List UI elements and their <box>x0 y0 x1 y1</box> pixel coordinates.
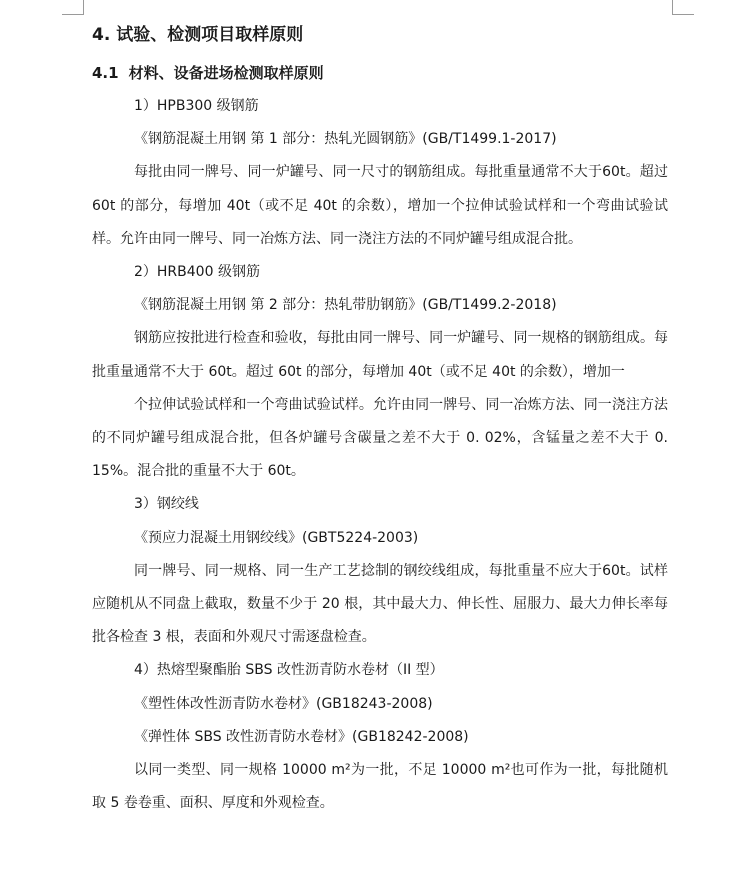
item-standard-sbs-membrane-1: 《塑性体改性沥青防水卷材》(GB18243-2008) <box>134 695 433 712</box>
item-heading-sbs-membrane: 4）热熔型聚酯胎 SBS 改性沥青防水卷材（II 型） <box>134 662 444 679</box>
document-body <box>92 18 672 820</box>
section-title: 试验、检测项目取样原则 <box>116 25 304 45</box>
item-paragraph-hrb400-1: 钢筋应按批进行检查和验收，每批由同一牌号、同一炉罐号、同一规格的钢筋组成。每批重量通常不大于 60t。超过 60t 的部分，每增加 40t（或不足 40t 的余数），增加一 <box>92 330 668 380</box>
subsection-title: 材料、设备进场检测取样原则 <box>128 64 324 82</box>
crop-mark-top-right-vertical <box>672 0 673 15</box>
crop-mark-top-left-vertical <box>83 0 84 15</box>
subsection-number: 4.1 <box>92 64 119 82</box>
item-paragraph-hpb300: 每批由同一牌号、同一炉罐号、同一尺寸的钢筋组成。每批重量通常不大于60t。超过 60t 的部分，每增加 40t（或不足 40t 的余数），增加一个拉伸试验试样和一个弯曲试验试样。允许由同一牌号、同一冶炼方法、同一浇注方法的不同炉罐号组成混合批。 <box>92 164 668 247</box>
item-heading-hrb400: 2）HRB400 级钢筋 <box>134 264 260 281</box>
crop-mark-top-right <box>672 14 694 15</box>
item-heading-hpb300: 1）HPB300 级钢筋 <box>134 98 259 114</box>
item-standard-sbs-membrane-2: 《弹性体 SBS 改性沥青防水卷材》(GB18242-2008) <box>134 728 469 745</box>
item-heading-strand: 3）钢绞线 <box>134 496 199 513</box>
section-number: 4. <box>92 25 111 45</box>
subsection-heading <box>92 56 672 90</box>
section-heading <box>92 18 672 52</box>
item-paragraph-hrb400-2: 个拉伸试验试样和一个弯曲试验试样。允许由同一牌号、同一冶炼方法、同一浇注方法的不同炉罐号组成混合批，但各炉罐号含碳量之差不大于 0. 02%，含锰量之差不大于 0. 15%。混合批的重量不大于 60t。 <box>92 396 668 480</box>
item-standard-strand: 《预应力混凝土用钢绞线》(GBT5224-2003) <box>134 529 419 546</box>
item-standard-hpb300: 《钢筋混凝土用钢 第 1 部分：热轧光圆钢筋》(GB/T1499.1-2017) <box>134 131 557 148</box>
crop-mark-top-left <box>62 14 84 15</box>
item-paragraph-sbs-membrane: 以同一类型、同一规格 10000 m²为一批，不足 10000 m²也可作为一批，每批随机取 5 卷卷重、面积、厚度和外观检查。 <box>92 762 668 812</box>
item-paragraph-strand: 同一牌号、同一规格、同一生产工艺捻制的钢绞线组成，每批重量不应大于60t。试样应随机从不同盘上截取，数量不少于 20 根，其中最大力、伸长性、屈服力、最大力伸长率每批各检查 3 根，表面和外观尺寸需逐盘检查。 <box>92 562 668 646</box>
item-standard-hrb400: 《钢筋混凝土用钢 第 2 部分：热轧带肋钢筋》(GB/T1499.2-2018) <box>134 297 557 314</box>
